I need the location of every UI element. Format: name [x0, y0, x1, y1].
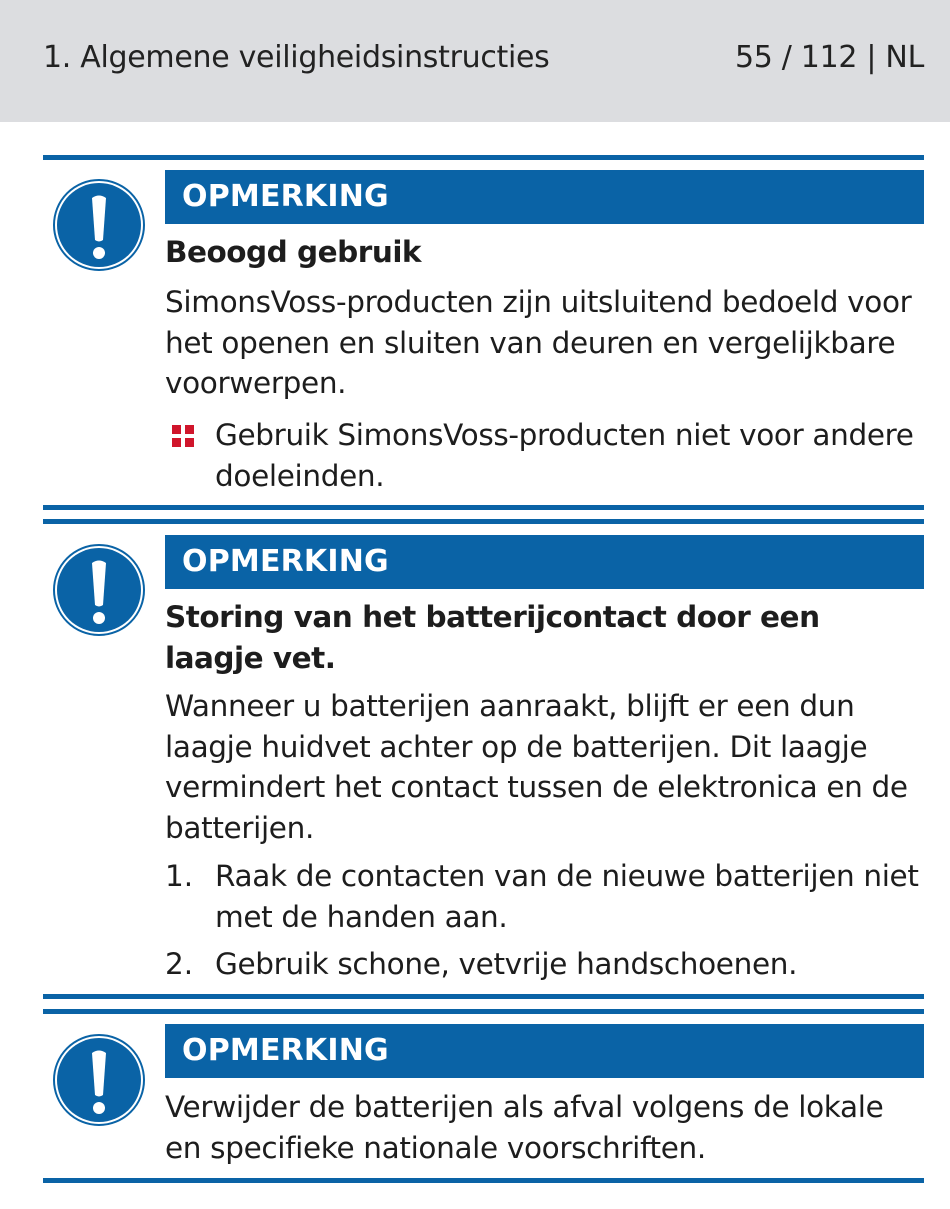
notice-bottom-rule: [43, 994, 924, 999]
notice-top-rule: [43, 519, 924, 524]
notice-body: SimonsVoss-producten zijn uitsluitend bedoeld voor het openen en sluiten van deuren en vergelijkbare voorwerpen.: [165, 285, 912, 400]
notice-body: Verwijder de batterijen als afval volgens de lokale en specifieke nationale voorschriften.: [165, 1090, 884, 1165]
notice-bottom-rule: [43, 505, 924, 510]
bullet-item-text: Gebruik SimonsVoss-producten niet voor andere doeleinden.: [215, 418, 914, 493]
notice-top-rule: [43, 155, 924, 160]
step-number: 2.: [165, 947, 194, 981]
step-text: Raak de contacten van de nieuwe batterijen niet met de handen aan.: [215, 859, 919, 934]
page-header: [0, 0, 950, 122]
notice-banner-label: OPMERKING: [182, 179, 389, 214]
exclamation-circle-icon: [52, 178, 146, 272]
exclamation-circle-icon: [52, 543, 146, 637]
notice-heading: Storing van het batterijcontact door een laagje vet.: [165, 600, 820, 675]
red-square-bullet-icon: [172, 425, 194, 447]
step-number: 1.: [165, 859, 194, 893]
notice-banner-label: OPMERKING: [182, 544, 389, 579]
section-title: 1. Algemene veiligheidsinstructies: [43, 40, 550, 75]
notice-top-rule: [43, 1009, 924, 1014]
notice-banner: [165, 535, 924, 589]
notice-banner-label: OPMERKING: [182, 1033, 389, 1068]
notice-body: Wanneer u batterijen aanraakt, blijft er een dun laagje huidvet achter op de batterijen. Dit laagje vermindert het contact tussen de elektronica en de batterijen.: [165, 689, 908, 845]
exclamation-circle-icon: [52, 1033, 146, 1127]
notice-banner: [165, 1024, 924, 1078]
page-indicator: 55 / 112 | NL: [734, 40, 924, 75]
notice-heading: Beoogd gebruik: [165, 235, 422, 269]
notice-banner: [165, 170, 924, 224]
step-text: Gebruik schone, vetvrije handschoenen.: [215, 947, 798, 981]
notice-bottom-rule: [43, 1178, 924, 1183]
